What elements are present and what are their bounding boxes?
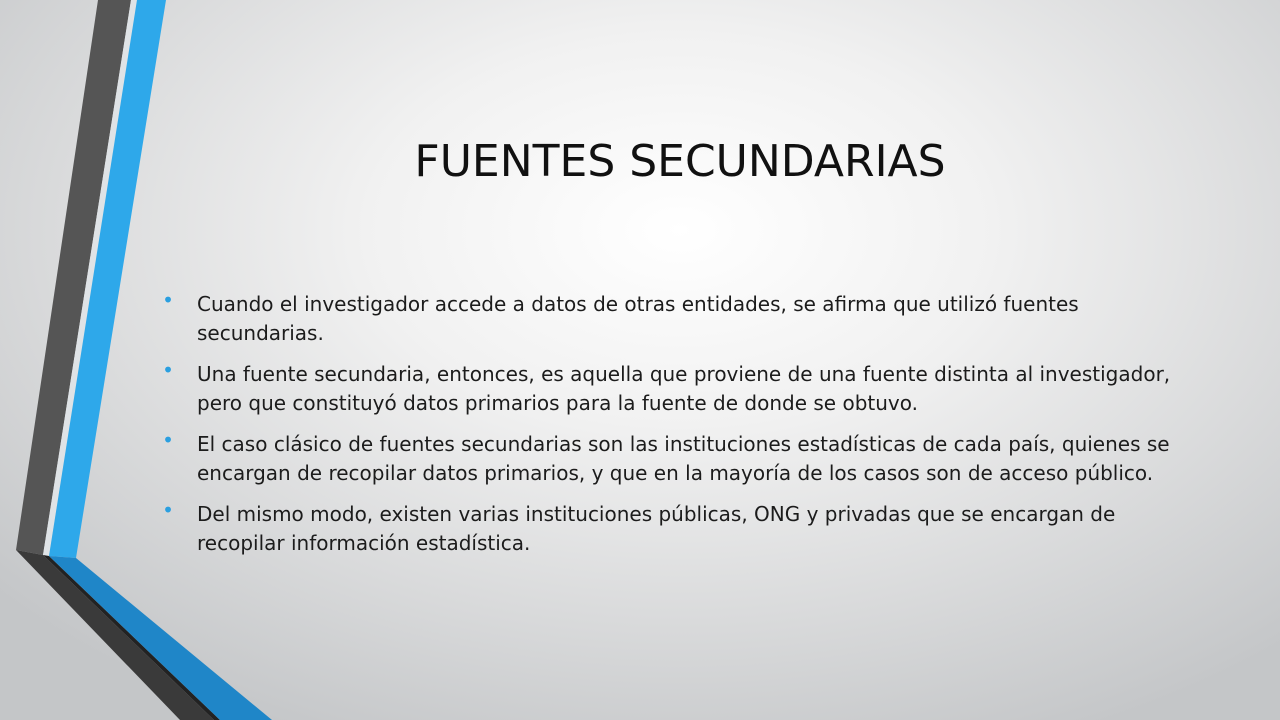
bullet-marker: •: [162, 288, 174, 312]
dark-stripe-lower: [16, 550, 214, 720]
bullet-text: Del mismo modo, existen varias instituciones públicas, ONG y privadas que se encargan de recopilar información estadística.: [197, 502, 1116, 555]
bullet-item: [160, 360, 1200, 418]
bullet-text: El caso clásico de fuentes secundarias son las instituciones estadísticas de cada país, quienes se encargan de recopilar datos primarios, y que en la mayoría de los casos son de acceso público.: [197, 432, 1170, 485]
bullet-item: [160, 500, 1200, 558]
dark-divider-lower: [43, 555, 220, 720]
bullet-text: Una fuente secundaria, entonces, es aquella que proviene de una fuente distinta al investigador, pero que constituyó datos primarios para la fuente de donde se obtuvo.: [197, 362, 1171, 415]
bullet-item: [160, 290, 1200, 348]
bullet-item: [160, 430, 1200, 488]
bullet-marker: •: [162, 428, 174, 452]
bullet-text: Cuando el investigador accede a datos de otras entidades, se afirma que utilizó fuentes secundarias.: [197, 292, 1079, 345]
bullet-list: [160, 290, 1200, 570]
bullet-marker: •: [162, 498, 174, 522]
bullet-marker: •: [162, 358, 174, 382]
slide-title: FUENTES SECUNDARIAS: [414, 136, 946, 187]
